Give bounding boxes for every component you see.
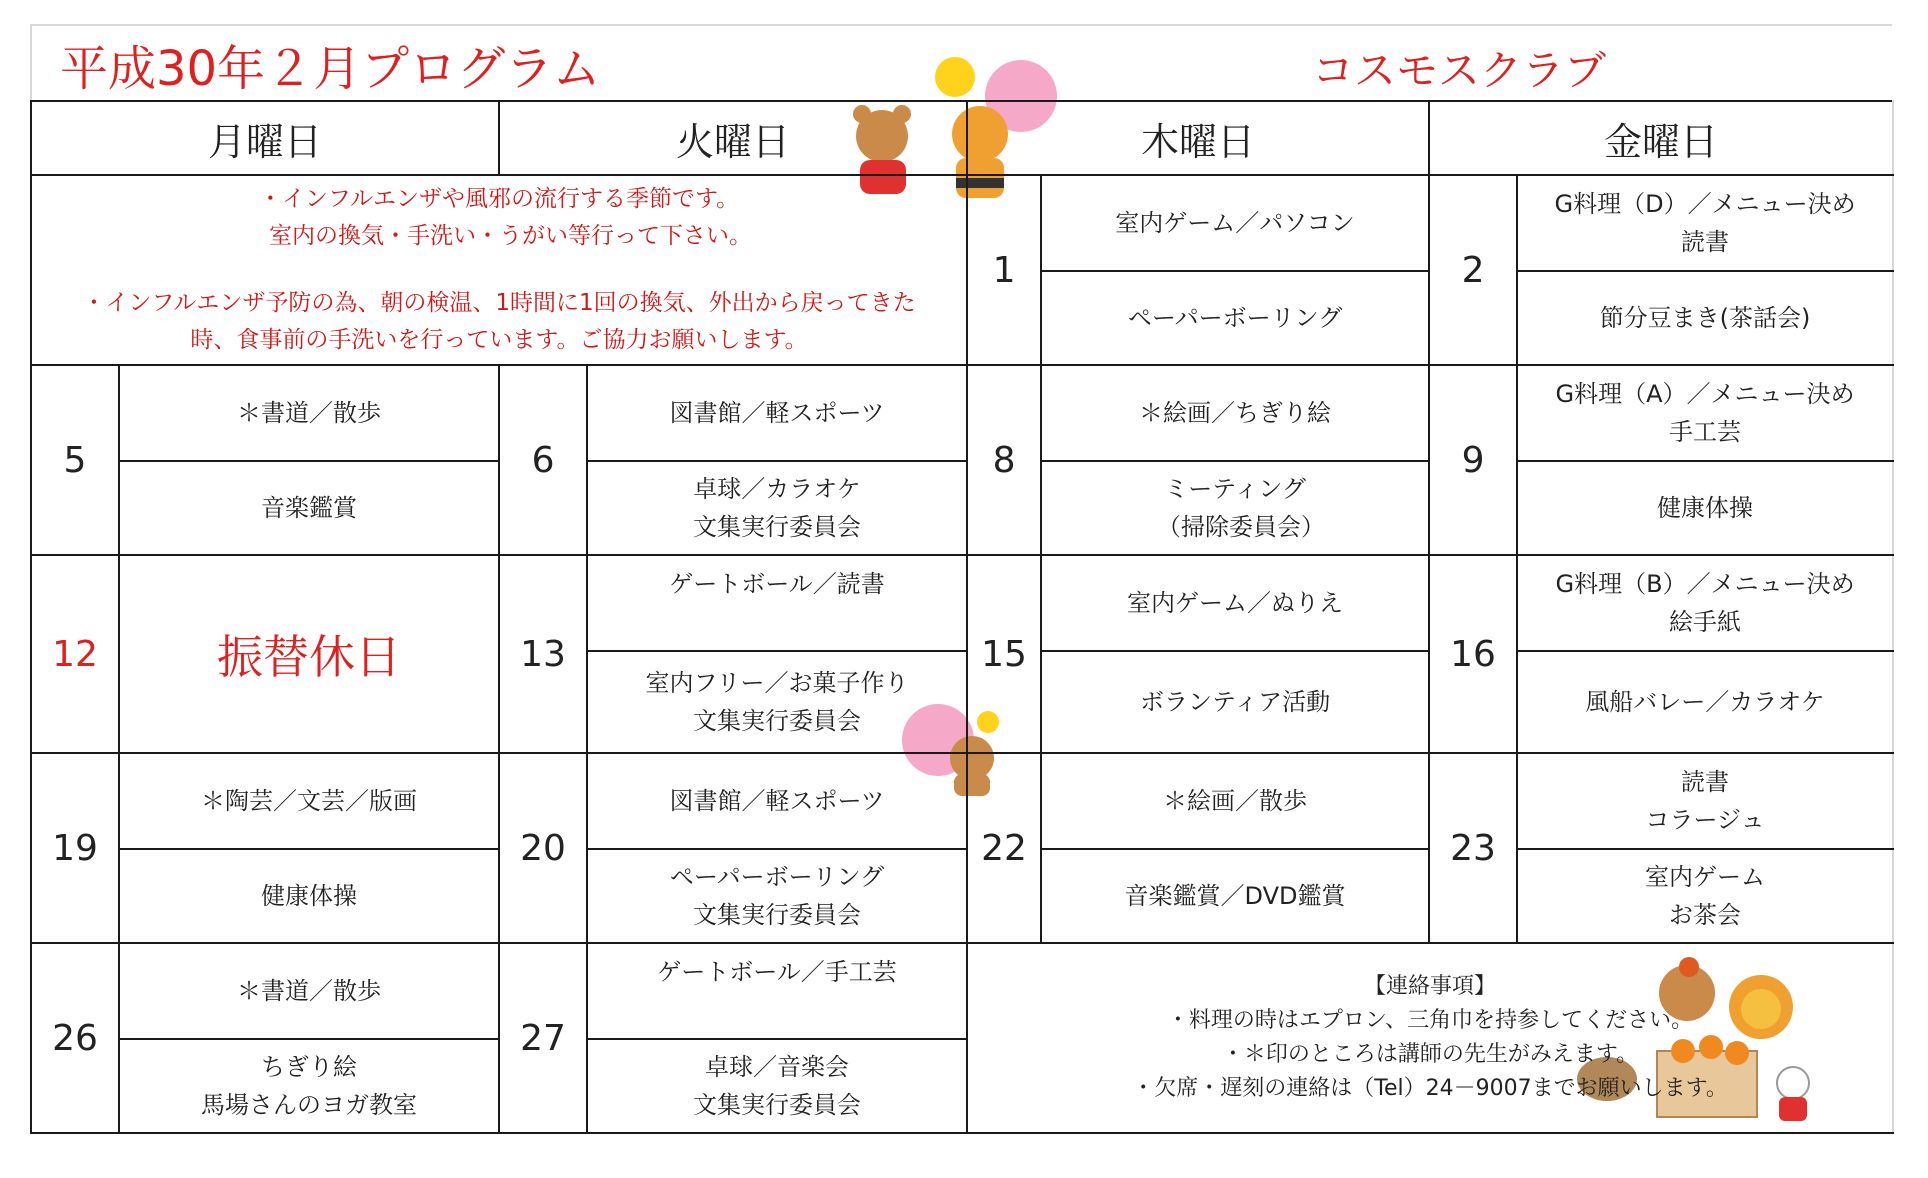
date-cell: 9 <box>1429 365 1517 555</box>
activity-text: 図書館／軽スポーツ <box>669 787 885 815</box>
activity-text: コラージュ <box>1645 806 1765 834</box>
activity-cell <box>119 461 499 555</box>
activity-text: 図書館／軽スポーツ <box>669 399 885 427</box>
activity-cell <box>587 651 967 753</box>
date-cell: 15 <box>967 555 1041 753</box>
activity-cell <box>1041 555 1429 651</box>
activity-cell <box>119 849 499 943</box>
activity-cell <box>119 365 499 461</box>
activity-text: 風船バレー／カラオケ <box>1585 688 1825 716</box>
page-title: 平成30年２月プログラム <box>60 41 601 97</box>
notice-line: 室内の換気・手洗い・うがい等行って下さい。 <box>246 223 753 249</box>
activity-cell <box>1517 849 1893 943</box>
activity-cell <box>1041 753 1429 849</box>
header-thursday: 木曜日 <box>967 101 1429 175</box>
sun-illustration <box>930 52 980 102</box>
activity-text: 室内ゲーム <box>1645 863 1766 891</box>
date-cell: 16 <box>1429 555 1517 753</box>
activity-cell <box>587 1039 967 1133</box>
date-cell: 22 <box>967 753 1041 943</box>
date-cell: 2 <box>1429 175 1517 365</box>
date-cell: 1 <box>967 175 1041 365</box>
activity-cell <box>1041 175 1429 271</box>
activity-text: 音楽鑑賞 <box>261 494 357 522</box>
contact-heading: 【連絡事項】 <box>1364 974 1497 999</box>
club-name: コスモスクラブ <box>1312 46 1607 95</box>
notice-line: ・インフルエンザ予防の為、朝の検温、1時間に1回の換気、外出から戻ってきた <box>82 290 916 316</box>
activity-cell <box>1041 271 1429 365</box>
activity-text: （掃除委員会） <box>1145 513 1326 541</box>
activity-text: 健康体操 <box>261 882 357 910</box>
activity-cell <box>1041 651 1429 753</box>
activity-cell <box>1517 651 1893 753</box>
notice-box <box>31 175 967 365</box>
contact-box <box>967 943 1893 1133</box>
calendar-grid <box>30 100 1894 1134</box>
activity-cell <box>587 943 967 1039</box>
activity-text: ゲートボール／読書 <box>669 570 885 598</box>
activity-text: 文集実行委員会 <box>693 707 862 735</box>
notice-line: 時、食事前の手洗いを行っています。ご協力お願いします。 <box>190 327 808 353</box>
date-cell: 6 <box>499 365 587 555</box>
date-cell-holiday: 12 <box>31 555 119 753</box>
activity-text: 馬場さんのヨガ教室 <box>201 1091 417 1119</box>
date-cell: 23 <box>1429 753 1517 943</box>
activity-cell <box>1517 555 1893 651</box>
activity-text: ペーパーボーリング <box>669 863 885 891</box>
activity-cell <box>587 753 967 849</box>
activity-cell <box>1517 365 1893 461</box>
activity-text: 音楽鑑賞／DVD鑑賞 <box>1124 882 1346 910</box>
notice-line: ・インフルエンザや風邪の流行する季節です。 <box>258 186 740 212</box>
contact-line: ・＊印のところは講師の先生がみえます。 <box>1221 1042 1639 1067</box>
activity-text: G料理（A）／メニュー決め <box>1555 380 1855 408</box>
activity-text: 室内ゲーム／ぬりえ <box>1127 589 1344 617</box>
activity-text: ちぎり絵 <box>261 1053 357 1081</box>
header-monday: 月曜日 <box>31 101 499 175</box>
contact-line: ・料理の時はエプロン、三角巾を持参してください。 <box>1166 1008 1694 1033</box>
date-cell: 20 <box>499 753 587 943</box>
activity-text: 文集実行委員会 <box>693 1091 862 1119</box>
activity-text: ペーパーボーリング <box>1127 304 1343 332</box>
activity-text: 文集実行委員会 <box>693 901 862 929</box>
activity-text: ＊絵画／ちぎり絵 <box>1139 399 1332 427</box>
activity-text: ＊書道／散歩 <box>237 399 381 427</box>
activity-text: ボランティア活動 <box>1139 688 1331 716</box>
activity-cell <box>1517 175 1893 271</box>
activity-text: 読書 <box>1681 228 1730 256</box>
activity-cell <box>587 365 967 461</box>
activity-text: 絵手紙 <box>1669 608 1742 636</box>
activity-text: 卓球／音楽会 <box>705 1053 850 1081</box>
activity-text: お茶会 <box>1669 901 1742 929</box>
activity-text: 室内フリー／お菓子作り <box>645 669 909 697</box>
activity-text: 節分豆まき(茶話会) <box>1599 304 1811 332</box>
activity-text: ミーティング <box>1164 475 1306 503</box>
activity-text: 文集実行委員会 <box>693 513 862 541</box>
activity-cell <box>1041 849 1429 943</box>
activity-cell <box>119 1039 499 1133</box>
holiday-label: 振替休日 <box>119 555 499 753</box>
activity-text: 健康体操 <box>1657 494 1754 522</box>
activity-cell <box>1517 271 1893 365</box>
activity-cell <box>1517 753 1893 849</box>
activity-cell <box>587 849 967 943</box>
date-cell: 8 <box>967 365 1041 555</box>
activity-text: 読書 <box>1681 768 1730 796</box>
activity-cell <box>119 753 499 849</box>
contact-line: ・欠席・遅刻の連絡は（Tel）24－9007までお願いします。 <box>1132 1076 1728 1101</box>
activity-cell <box>587 461 967 555</box>
activity-text: ＊書道／散歩 <box>237 977 381 1005</box>
activity-cell <box>1517 461 1893 555</box>
notice-line <box>32 255 966 285</box>
date-cell: 26 <box>31 943 119 1133</box>
activity-cell <box>587 555 967 651</box>
activity-text: G料理（B）／メニュー決め <box>1555 570 1855 598</box>
activity-text: 室内ゲーム／パソコン <box>1115 209 1355 237</box>
date-cell: 19 <box>31 753 119 943</box>
header-friday: 金曜日 <box>1429 101 1893 175</box>
date-cell: 27 <box>499 943 587 1133</box>
activity-text: ＊絵画／散歩 <box>1163 787 1308 815</box>
activity-text: G料理（D）／メニュー決め <box>1554 190 1856 218</box>
activity-cell <box>1041 365 1429 461</box>
date-cell: 13 <box>499 555 587 753</box>
activity-cell <box>1041 461 1429 555</box>
activity-cell <box>119 943 499 1039</box>
activity-text: 卓球／カラオケ <box>693 475 861 503</box>
date-cell: 5 <box>31 365 119 555</box>
activity-text: ＊陶芸／文芸／版画 <box>201 787 417 815</box>
program-table <box>30 100 1894 1134</box>
activity-text: 手工芸 <box>1669 418 1742 446</box>
activity-text: ゲートボール／手工芸 <box>657 958 897 986</box>
header-tuesday: 火曜日 <box>499 101 967 175</box>
